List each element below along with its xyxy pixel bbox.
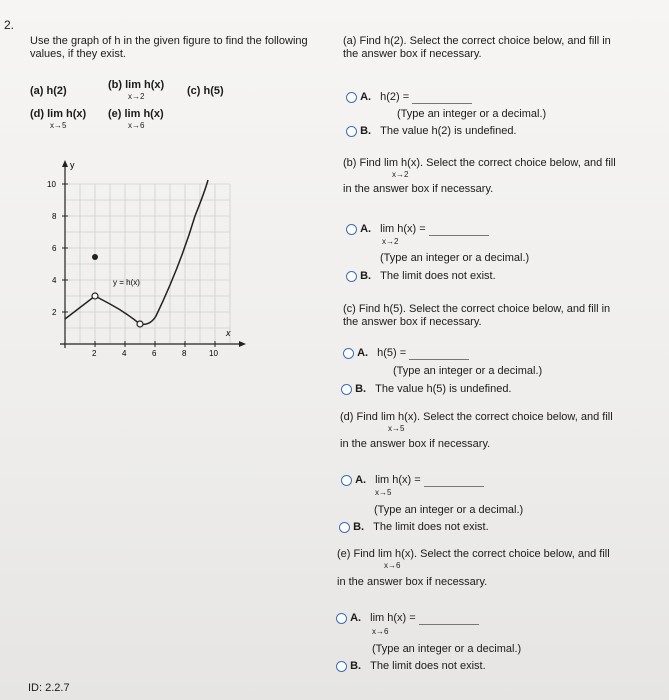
x-tick-label-10: 10 xyxy=(209,349,218,358)
radio-button[interactable] xyxy=(341,475,352,486)
item-d-subscript: x→5 xyxy=(50,121,67,130)
option-text: The limit does not exist. xyxy=(370,660,486,672)
radio-button[interactable] xyxy=(346,271,357,282)
option-text: The limit does not exist. xyxy=(373,521,489,533)
part-d-prompt-1: (d) Find lim h(x). Select the correct choice below, and fill xyxy=(340,411,613,423)
part-d-hint: (Type an integer or a decimal.) xyxy=(374,504,524,516)
part-c-hint: (Type an integer or a decimal.) xyxy=(393,365,543,377)
radio-button[interactable] xyxy=(339,522,350,533)
filled-point xyxy=(92,254,98,260)
option-text: lim h(x) = xyxy=(380,223,426,235)
part-b-prompt-1: (b) Find lim h(x). Select the correct choice below, and fill xyxy=(343,157,616,169)
radio-button[interactable] xyxy=(336,661,347,672)
part-a-prompt-1: (a) Find h(2). Select the correct choice below, and fill in xyxy=(343,35,611,47)
instruction-line-1: Use the graph of h in the given figure to find the following xyxy=(30,35,308,47)
y-axis-label: y xyxy=(70,160,75,170)
option-letter: A. xyxy=(350,612,362,624)
part-b-option-subscript: x→2 xyxy=(382,237,399,246)
item-a: (a) h(2) xyxy=(30,85,67,97)
part-c-option-a[interactable] xyxy=(343,346,469,360)
y-tick-label-6: 6 xyxy=(52,244,57,253)
x-tick-label-4: 4 xyxy=(122,349,127,358)
item-b-subscript: x→2 xyxy=(128,92,145,101)
part-b-prompt-2: in the answer box if necessary. xyxy=(343,183,494,195)
radio-button[interactable] xyxy=(341,384,352,395)
answer-box-b[interactable] xyxy=(429,225,489,236)
y-tick-label-4: 4 xyxy=(52,276,57,285)
open-circle-point-min xyxy=(137,321,143,327)
x-tick-label-2: 2 xyxy=(92,349,97,358)
answer-box-e[interactable] xyxy=(419,614,479,625)
option-text: h(5) = xyxy=(377,347,407,359)
part-a-option-a[interactable] xyxy=(346,90,472,104)
part-c-prompt-2: the answer box if necessary. xyxy=(343,316,482,328)
option-letter: A. xyxy=(357,347,369,359)
part-b-hint: (Type an integer or a decimal.) xyxy=(380,252,530,264)
x-tick-label-8: 8 xyxy=(182,349,187,358)
part-d-prompt-subscript: x→5 xyxy=(388,424,405,433)
part-d-option-b[interactable] xyxy=(339,520,489,534)
item-d: (d) lim h(x) xyxy=(30,108,87,120)
part-d-prompt-2: in the answer box if necessary. xyxy=(340,438,491,450)
x-tick-label-6: 6 xyxy=(152,349,157,358)
part-b-option-b[interactable] xyxy=(346,269,496,283)
option-text: lim h(x) = xyxy=(370,612,416,624)
option-text: lim h(x) = xyxy=(375,474,421,486)
part-b-prompt-subscript: x→2 xyxy=(392,170,409,179)
y-tick-label-10: 10 xyxy=(47,180,56,189)
curve-label: y = h(x) xyxy=(113,278,140,287)
function-graph xyxy=(40,156,250,361)
part-e-prompt-subscript: x→6 xyxy=(384,561,401,570)
x-axis-label: x xyxy=(226,328,231,338)
radio-button[interactable] xyxy=(346,224,357,235)
option-letter: B. xyxy=(350,660,362,672)
part-e-prompt-1: (e) Find lim h(x). Select the correct choice below, and fill xyxy=(337,548,610,560)
option-text: The value h(2) is undefined. xyxy=(380,125,517,137)
option-letter: B. xyxy=(360,125,372,137)
graph-grid xyxy=(65,184,230,344)
answer-box-c[interactable] xyxy=(409,349,469,360)
radio-button[interactable] xyxy=(343,348,354,359)
part-a-hint: (Type an integer or a decimal.) xyxy=(397,108,547,120)
part-b-option-a[interactable] xyxy=(346,222,489,236)
part-e-option-a[interactable] xyxy=(336,611,479,625)
option-text: The limit does not exist. xyxy=(380,270,496,282)
option-letter: B. xyxy=(353,521,365,533)
item-c: (c) h(5) xyxy=(187,85,224,97)
answer-box-d[interactable] xyxy=(424,476,484,487)
option-letter: A. xyxy=(355,474,367,486)
option-letter: B. xyxy=(360,270,372,282)
answer-box-a[interactable] xyxy=(412,93,472,104)
radio-button[interactable] xyxy=(336,613,347,624)
part-e-prompt-2: in the answer box if necessary. xyxy=(337,576,488,588)
problem-id: ID: 2.2.7 xyxy=(28,682,70,694)
option-text: The value h(5) is undefined. xyxy=(375,383,512,395)
instruction-line-2: values, if they exist. xyxy=(30,48,126,60)
option-text: h(2) = xyxy=(380,91,410,103)
part-a-prompt-2: the answer box if necessary. xyxy=(343,48,482,60)
item-b: (b) lim h(x) xyxy=(108,79,165,91)
radio-button[interactable] xyxy=(346,92,357,103)
item-e: (e) lim h(x) xyxy=(108,108,164,120)
part-c-option-b[interactable] xyxy=(341,382,512,396)
option-letter: A. xyxy=(360,223,372,235)
radio-button[interactable] xyxy=(346,126,357,137)
y-tick-label-8: 8 xyxy=(52,212,57,221)
part-e-hint: (Type an integer or a decimal.) xyxy=(372,643,522,655)
option-letter: B. xyxy=(355,383,367,395)
part-e-option-b[interactable] xyxy=(336,659,486,673)
problem-number: 2. xyxy=(4,18,15,32)
option-letter: A. xyxy=(360,91,372,103)
x-axis-arrow xyxy=(239,341,246,347)
item-e-subscript: x→6 xyxy=(128,121,145,130)
part-c-prompt-1: (c) Find h(5). Select the correct choice below, and fill in xyxy=(343,303,611,315)
y-tick-label-2: 2 xyxy=(52,308,57,317)
y-axis-arrow xyxy=(62,160,68,167)
open-circle-point xyxy=(92,293,98,299)
part-d-option-subscript: x→5 xyxy=(375,488,392,497)
part-a-option-b[interactable] xyxy=(346,124,517,138)
part-d-option-a[interactable] xyxy=(341,473,484,487)
function-curve xyxy=(65,180,208,324)
part-e-option-subscript: x→6 xyxy=(372,627,389,636)
